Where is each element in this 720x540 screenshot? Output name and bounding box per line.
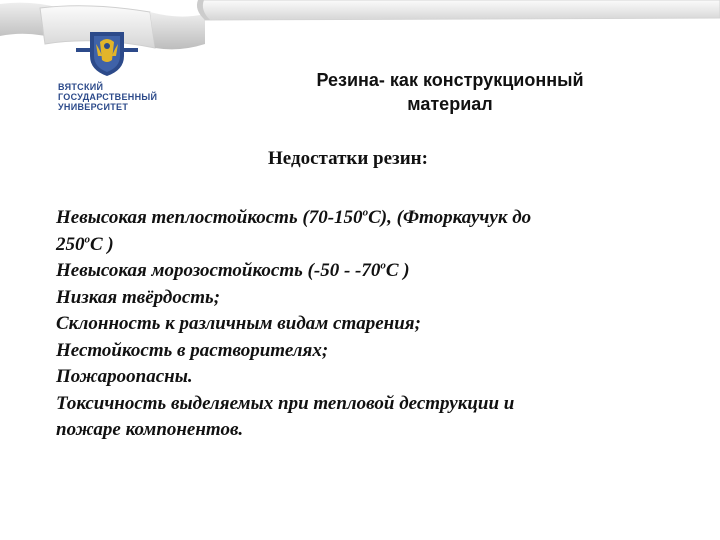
section-heading: Недостатки резин: <box>268 148 428 169</box>
list-line: Невысокая теплостойкость (70-150$^o$С), (Фторкаучук до <box>56 206 532 228</box>
university-logo-icon <box>76 30 138 78</box>
university-name <box>58 82 168 112</box>
list-line: Низкая твёрдость; <box>56 286 221 308</box>
university-name-line-3: УНИВЕРСИТЕТ <box>58 102 129 112</box>
slide-title-line-1: Резина- как конструкционный <box>316 70 584 90</box>
list-line: Склонность к различным видам старения; <box>56 313 421 334</box>
list-line: Нестойкость в растворителях; <box>56 339 329 361</box>
disadvantages-list <box>56 205 696 444</box>
list-line: Пожароопасны. <box>56 366 193 387</box>
university-name-line-1: ВЯТСКИЙ <box>58 82 104 92</box>
list-line: пожаре компонентов. <box>56 419 244 440</box>
slide-title-line-2: материал <box>407 94 493 114</box>
university-name-line-2: ГОСУДАРСТВЕННЫЙ <box>58 92 158 102</box>
list-line: Невысокая морозостойкость (-50 - -70$^o$С ) <box>56 259 410 281</box>
slide-title <box>250 68 650 116</box>
list-line: Токсичность выделяемых при тепловой деструкции и <box>56 392 515 414</box>
list-line: 250$^o$С ) <box>56 233 114 255</box>
